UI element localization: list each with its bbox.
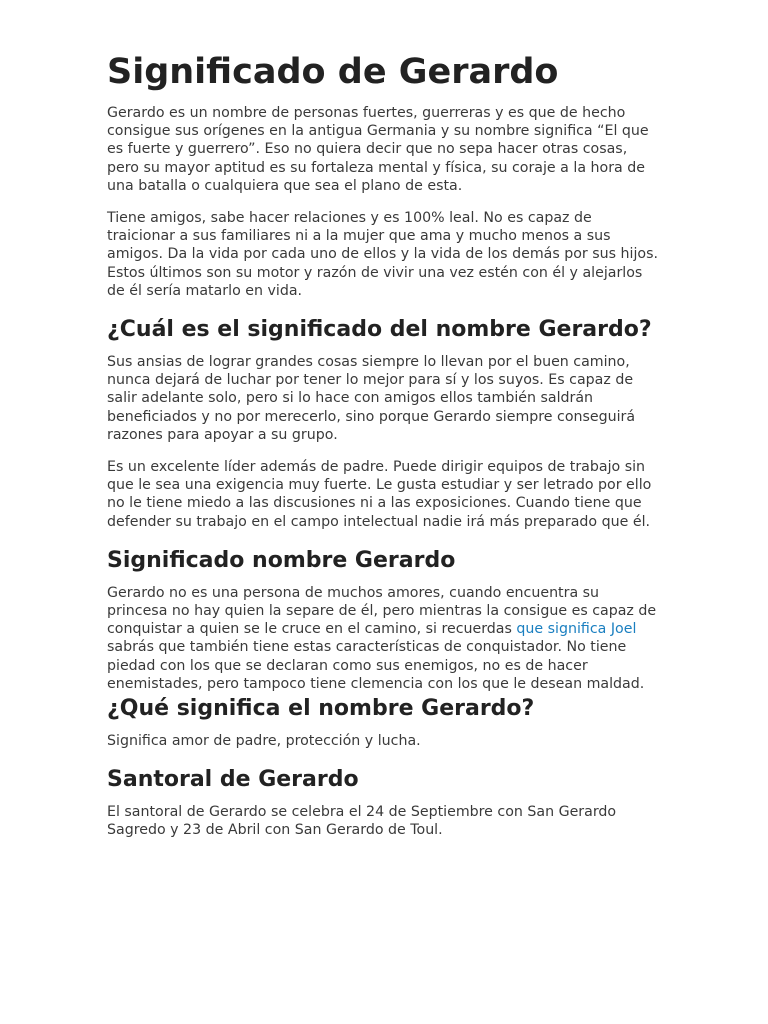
section-heading-santoral: Santoral de Gerardo bbox=[107, 767, 359, 793]
section2-paragraph bbox=[107, 584, 663, 693]
section2-text-after-link: sabrás que también tiene estas características de conquistador. No tiene piedad con los que se declaran como sus enemigos, no es de hacer enemistades, pero tampoco tiene clemencia con los que le desean maldad. bbox=[107, 639, 645, 692]
section-heading-significado-nombre: Significado nombre Gerardo bbox=[107, 547, 456, 573]
section3-paragraph: Significa amor de padre, protección y lucha. bbox=[107, 733, 421, 750]
section-heading-que-significa: ¿Qué significa el nombre Gerardo? bbox=[107, 696, 535, 722]
section2-text-before-link: Gerardo no es una persona de muchos amores, cuando encuentra su princesa no hay quien la separe de él, pero mientras la consigue es capaz de conquistar a quien se le cruce en el camino, si recuerdas bbox=[107, 584, 657, 638]
link-que-significa-joel[interactable]: que significa Joel bbox=[516, 621, 637, 638]
article bbox=[107, 50, 663, 854]
intro-paragraph-1: Gerardo es un nombre de personas fuertes, guerreras y es que de hecho consigue sus orígenes en la antigua Germania y su nombre significa “El que es fuerte y guerrero”. Eso no quiera decir que no sepa hacer otras cosas, pero su mayor aptitud es su fortaleza mental y física, su coraje a la hora de una batalla o cualquiera que sea el plano de esta. bbox=[107, 105, 649, 194]
section1-paragraph-2: Es un excelente líder además de padre. Puede dirigir equipos de trabajo sin que le sea una exigencia muy fuerte. Le gusta estudiar y ser letrado por ello no le tiene miedo a las discusiones ni a las exposiciones. Cuando tiene que defender su trabajo en el campo intelectual nadie irá más preparado que él. bbox=[107, 459, 652, 530]
section4-paragraph: El santoral de Gerardo se celebra el 24 de Septiembre con San Gerardo Sagredo y 23 de Abril con San Gerardo de Toul. bbox=[107, 804, 617, 839]
page-title: Significado de Gerardo bbox=[107, 52, 559, 92]
section-heading-significado-del-nombre: ¿Cuál es el significado del nombre Gerardo? bbox=[107, 317, 652, 343]
section1-paragraph-1: Sus ansias de lograr grandes cosas siempre lo llevan por el buen camino, nunca dejará de luchar por tener lo mejor para sí y los suyos. Es capaz de salir adelante solo, pero si lo hace con amigos ellos también saldrán beneficiados y no por merecerlo, sino porque Gerardo siempre conseguirá razones para apoyar a su grupo. bbox=[107, 354, 636, 443]
intro-paragraph-2: Tiene amigos, sabe hacer relaciones y es 100% leal. No es capaz de traicionar a sus familiares ni a la mujer que ama y mucho menos a sus amigos. Da la vida por cada uno de ellos y la vida de los demás por sus hijos. Estos últimos son su motor y razón de vivir una vez estén con él y alejarlos de él sería matarlo en vida. bbox=[107, 210, 659, 299]
